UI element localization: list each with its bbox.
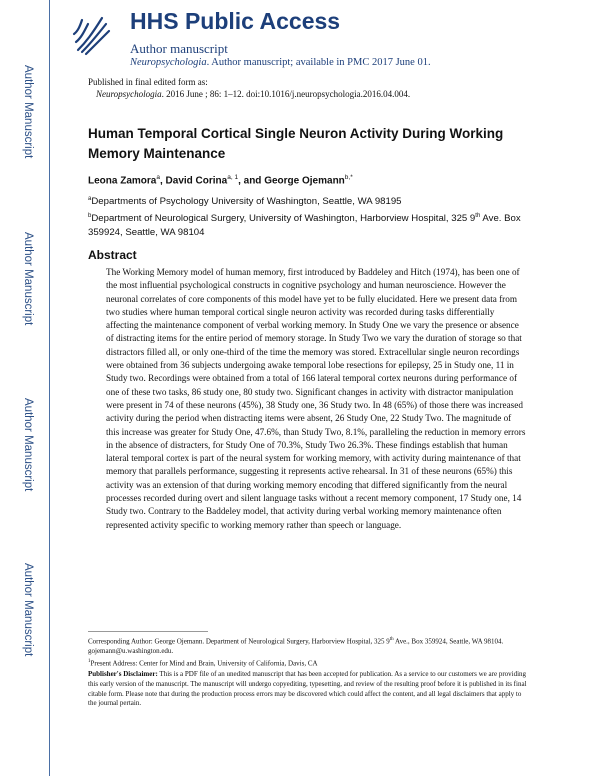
affiliation-a: $^a$Departments of Psychology University of Washington, Seattle, WA 98195 — [88, 196, 402, 208]
affiliation-b: $^b$Department of Neurological Surgery, University of Washington, Harborview Hospital, 325 9th Ave. Box 359924, Seattle, WA 98104 — [88, 213, 521, 239]
side-label: Author Manuscript — [22, 232, 34, 326]
hhs-eagle-logo-icon — [72, 12, 112, 58]
footnotes — [88, 635, 528, 709]
abstract-body: The Working Memory model of human memory, first introduced by Baddeley and Hitch (1974), has been one of the most influential psychological constructs in cognitive psychology and human neuroscience. However the neuronal correlates of core components of this model have yet to be fully elucidated. Here we present data from two studies where human temporal cortical single neuron activity was recorded during tasks differentially affecting the maintenance component of verbal working memory. In Study One we vary the presence or absence of distracting items for the entire period of memory storage. In Study Two we vary the duration of storage so that distractors filled all, or only one-third of the time the memory was stored. Extracellular single neuron recordings were obtained from 36 subjects undergoing awake temporal lobe resections for epilepsy, 25 in Study one, 11 in Study two. Recordings were obtained from a total of 166 lateral temporal cortex neurons during performance of one of these two tasks, 86 study one, 80 study two. Significant changes in activity with distractor manipulation were present in 74 of these neurons (45%), 38 Study one, 36 Study two. In 48 (65%) of those there was increased activity during the period when distracting items were absent, 26 Study One, 22 Study Two. The magnitude of this increase was greater for Study One, 47.6%, than Study Two, 8.1%, paralleling the reduction in memory errors in the absence of distracters, for Study One of 70.3%, Study Two 26.3%. These findings establish that human lateral temporal cortex is part of the neural system for working memory, with activity during maintenance of that memory that parallels performance, suggesting it represents active rehearsal. In 31 of these neurons (65%) this activity was an extension of that during working memory encoding that differed significantly from the neural processes recorded during overt and silent language tasks without a recent memory component, 17 Study one, 14 Study two. Contrary to the Baddeley model, that activity during verbal working memory maintenance often represented activity specific to working memory rather than speech or language. — [106, 267, 526, 530]
citation: Neuropsychologia. 2016 June ; 86: 1–12. doi:10.1016/j.neuropsychologia.2016.04.004. — [96, 89, 411, 99]
author-manuscript-subtitle: Author manuscript — [130, 41, 228, 56]
margin-rule — [49, 0, 50, 776]
abstract-heading: Abstract — [88, 248, 137, 262]
hhs-public-access-title: HHS Public Access — [130, 8, 341, 34]
present-address-note: $^1$Present Address: Center for Mind and Brain, University of California, Davis, CA — [88, 658, 318, 667]
side-label: Author Manuscript — [22, 563, 34, 657]
side-label: Author Manuscript — [22, 398, 34, 492]
paper-title: Human Temporal Cortical Single Neuron Activity During Working Memory Maintenance — [88, 126, 504, 161]
published-label: Published in final edited form as: — [88, 77, 208, 87]
footnote-divider — [88, 631, 208, 632]
corresponding-author-note: Corresponding Author: George Ojemann. Department of Neurological Surgery, Harborview Hospital, 325 9th Ave., Box 359924, Seattle, WA 98104. gojemann@u.washington.edu. — [88, 637, 504, 655]
journal-availability: Neuropsychologia. Author manuscript; available in PMC 2017 June 01. — [130, 57, 431, 68]
publisher-disclaimer: Publisher's Disclaimer: This is a PDF file of an unedited manuscript that has been accepted for publication. As a service to our customers we are providing this early version of the manuscript. The manuscript will undergo copyediting, typesetting, and review of the resulting proof before it is published in its final citable form. Please note that during the production process errors may be discovered which could affect the content, and all legal disclaimers that apply to the journal pertain. — [88, 670, 527, 708]
author-list: Leona Zamora$^a$, David Corina$^{a, 1}$, and George Ojemann$^{b,*}$ — [88, 174, 353, 187]
side-label: Author Manuscript — [22, 65, 34, 159]
